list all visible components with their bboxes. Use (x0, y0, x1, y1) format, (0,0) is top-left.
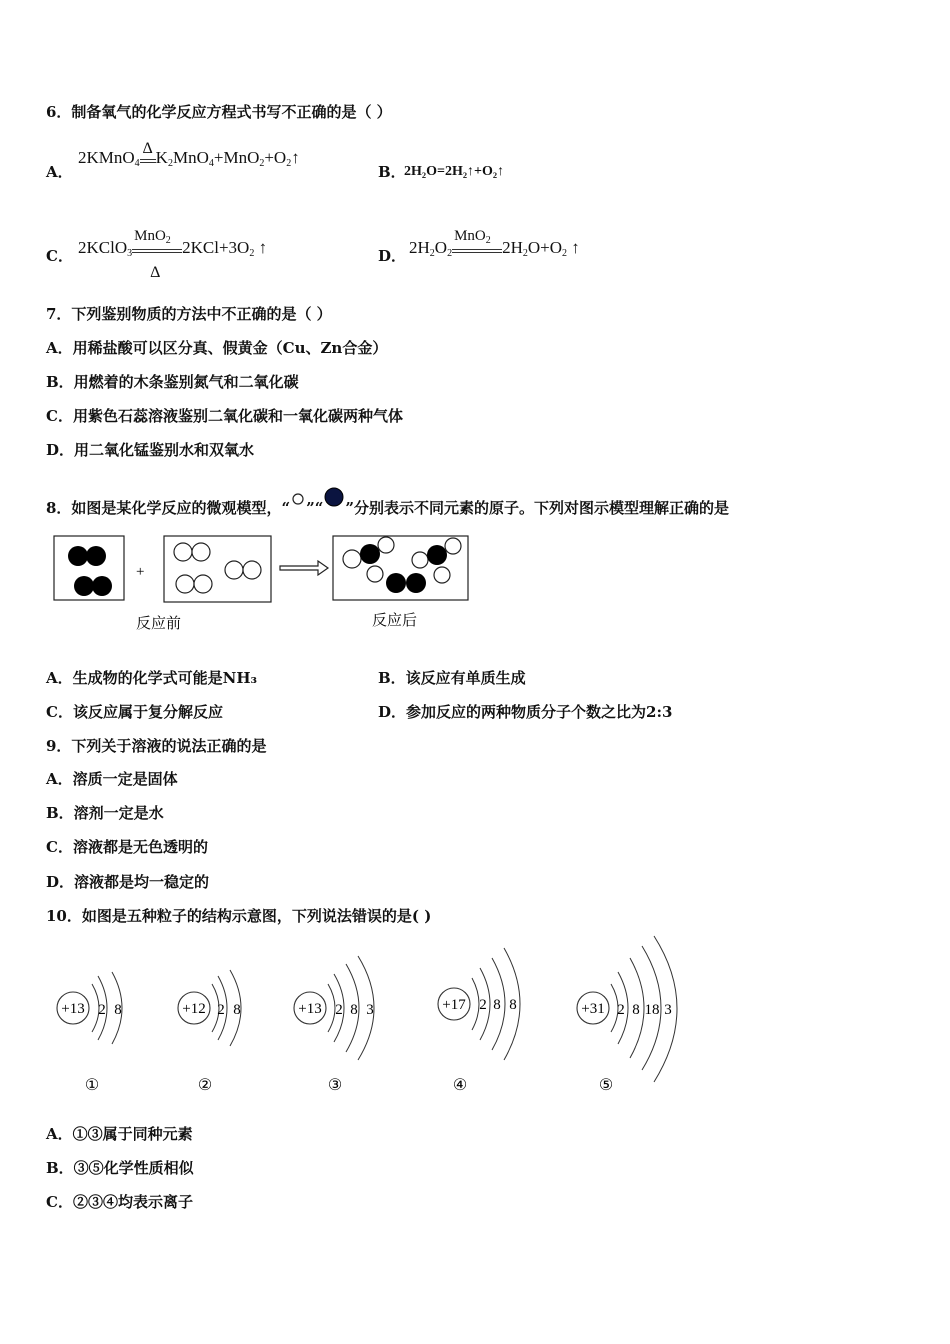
black-atom (386, 573, 406, 593)
white-atom (378, 537, 394, 553)
eq-sub: 4 (134, 158, 140, 169)
eq-text: 2H (409, 238, 430, 257)
stem-text: 8．如图是某化学反应的微观模型，“ (46, 499, 291, 517)
eq-text: 2KClO (78, 238, 128, 257)
q8-option-b: B．该反应有单质生成 (378, 669, 526, 687)
shell-electrons: 3 (664, 1002, 672, 1018)
eq-text: 2KCl+3O (182, 238, 250, 257)
heat-condition (140, 140, 156, 163)
q10-option-a: A．①③属于同种元素 (46, 1125, 193, 1143)
black-atom (406, 573, 426, 593)
q6-option-b-equation: 2H₂O=2H₂↑+O₂↑ (404, 164, 505, 179)
particle-3 (294, 956, 374, 1094)
white-atom (192, 543, 210, 561)
q6-option-a-equation (78, 140, 300, 169)
white-atom (243, 561, 261, 579)
q8-option-d: D．参加反应的两种物质分子个数之比为2:3 (378, 703, 673, 721)
label-before-reaction: 反应前 (136, 616, 182, 632)
nucleus-charge: +13 (61, 1001, 85, 1017)
q6-option-b-label (378, 162, 406, 182)
eq-sub: 2 (562, 248, 567, 259)
catalyst-heat-condition (132, 228, 182, 281)
white-atom (367, 566, 383, 582)
black-atom (427, 545, 447, 565)
nucleus-charge: +31 (581, 1001, 605, 1017)
electron-shell-arc (472, 978, 479, 1030)
q10-option-c: C．②③④均表示离子 (46, 1193, 193, 1211)
particle-2 (178, 970, 241, 1094)
q7-option-b: B．用燃着的木条鉴别氮气和二氧化碳 (46, 373, 299, 391)
q8-stem (46, 487, 729, 518)
equals-line (140, 159, 156, 163)
shell-electrons: 8 (632, 1002, 640, 1018)
q7-option-a: A．用稀盐酸可以区分真、假黄金（Cu、Zn合金） (46, 339, 388, 357)
q6-option-a-label: A． (46, 163, 73, 181)
shell-electrons: 2 (217, 1002, 225, 1018)
q7-option-d: D．用二氧化锰鉴别水和双氧水 (46, 441, 255, 459)
plus-sign: + (136, 564, 145, 580)
black-atom (86, 546, 106, 566)
eq-sub: 2 (259, 158, 265, 169)
eq-text: 2H (502, 238, 523, 257)
black-atom (92, 576, 112, 596)
black-atom-icon (323, 487, 345, 509)
particle-label: ④ (452, 1077, 468, 1094)
particle-label: ① (84, 1077, 100, 1094)
eq-sub: 3 (127, 248, 133, 259)
q6-option-c-equation (78, 228, 268, 281)
particle-4 (438, 948, 520, 1094)
nucleus-charge: +12 (182, 1001, 206, 1017)
label-after-reaction: 反应后 (372, 613, 418, 629)
white-atom (412, 552, 428, 568)
eq-sub: 2 (485, 235, 491, 246)
eq-text: K (155, 148, 168, 167)
shell-electrons: 8 (493, 997, 501, 1013)
shell-electrons: 8 (509, 997, 517, 1013)
nucleus-charge: +17 (442, 997, 466, 1013)
reaction-model-diagram (50, 530, 480, 640)
black-atom (68, 546, 88, 566)
white-atom (174, 543, 192, 561)
shell-electrons: 3 (366, 1002, 374, 1018)
eq-text: 2KMnO (78, 148, 135, 167)
q6-option-d-label: D． (378, 247, 407, 265)
eq-sub: 2 (249, 248, 255, 259)
shell-electrons: 2 (479, 997, 487, 1013)
black-atom (74, 576, 94, 596)
q8-option-a: A．生成物的化学式可能是NH₃ (46, 669, 258, 687)
gas-arrow: ↑ (258, 238, 268, 257)
white-atom (176, 575, 194, 593)
q9-option-d: D．溶液都是均一稳定的 (46, 873, 210, 891)
equals-line (452, 249, 502, 253)
particle-label: ③ (327, 1077, 343, 1094)
catalyst-text (454, 228, 491, 246)
eq-text: O (434, 238, 448, 257)
q6-option-d-equation (409, 228, 580, 259)
nucleus-charge: +13 (298, 1001, 322, 1017)
stem-text: ”“ (306, 499, 324, 517)
particle-label: ② (197, 1077, 213, 1094)
shell-electrons: 8 (114, 1002, 122, 1018)
delta-symbol: Δ (142, 140, 153, 157)
equals-line (132, 249, 182, 253)
particle-1 (57, 972, 122, 1094)
electron-shell-arc (328, 984, 335, 1032)
eq-sub: 2 (167, 158, 173, 169)
shell-electrons: 8 (233, 1002, 241, 1018)
black-atom (360, 544, 380, 564)
particle-5 (577, 936, 677, 1094)
eq-text: +MnO (213, 148, 260, 167)
eq-text: MnO (172, 148, 209, 167)
white-atom (343, 550, 361, 568)
catalyst-text (134, 228, 171, 246)
eq-text: MnO (454, 228, 486, 244)
delta-symbol: Δ (150, 264, 161, 281)
stem-text: ”分别表示不同元素的原子。下列对图示模型理解正确的是 (345, 499, 729, 517)
shell-electrons: 2 (617, 1002, 625, 1018)
q10-stem: 10．如图是五种粒子的结构示意图，下列说法错误的是( ) (46, 907, 432, 925)
shell-electrons: 8 (350, 1002, 358, 1018)
particle-label: ⑤ (598, 1077, 614, 1094)
shell-electrons: 18 (644, 1002, 660, 1018)
white-atom (225, 561, 243, 579)
catalyst-condition (452, 228, 502, 253)
eq-sub: 2 (447, 248, 453, 259)
shell-electrons: 2 (335, 1002, 343, 1018)
shell-electrons: 2 (98, 1002, 106, 1018)
q9-option-a: A．溶质一定是固体 (46, 770, 178, 788)
q6-option-c-label: C． (46, 247, 73, 265)
q7-stem: 7．下列鉴别物质的方法中不正确的是（ ） (46, 305, 332, 323)
q7-option-c: C．用紫色石蕊溶液鉴别二氧化碳和一氧化碳两种气体 (46, 407, 403, 425)
white-atom-icon (290, 491, 306, 509)
q6-stem: 6．制备氧气的化学反应方程式书写不正确的是（ ） (46, 103, 392, 121)
eq-sub: 2 (522, 248, 528, 259)
gas-arrow: ↑ (571, 238, 580, 257)
eq-sub: 2 (286, 158, 292, 169)
q9-stem: 9．下列关于溶液的说法正确的是 (46, 737, 267, 755)
white-atom (194, 575, 212, 593)
white-atom (434, 567, 450, 583)
q9-option-c: C．溶液都是无色透明的 (46, 838, 208, 856)
gas-arrow: ↑ (291, 148, 300, 167)
q8-option-c: C．该反应属于复分解反应 (46, 703, 223, 721)
eq-sub: 2 (165, 235, 171, 246)
eq-sub: 2 (429, 248, 435, 259)
q10-option-b: B．③⑤化学性质相似 (46, 1159, 194, 1177)
q9-option-b: B．溶剂一定是水 (46, 804, 164, 822)
label: B． (378, 163, 406, 181)
eq-sub: 4 (208, 158, 214, 169)
eq-text: MnO (134, 228, 166, 244)
eq-text: O+O (527, 238, 562, 257)
white-atom (445, 538, 461, 554)
reaction-arrow-icon (280, 561, 328, 575)
eq-text: +O (264, 148, 287, 167)
particle-structure-diagrams (40, 932, 700, 1102)
